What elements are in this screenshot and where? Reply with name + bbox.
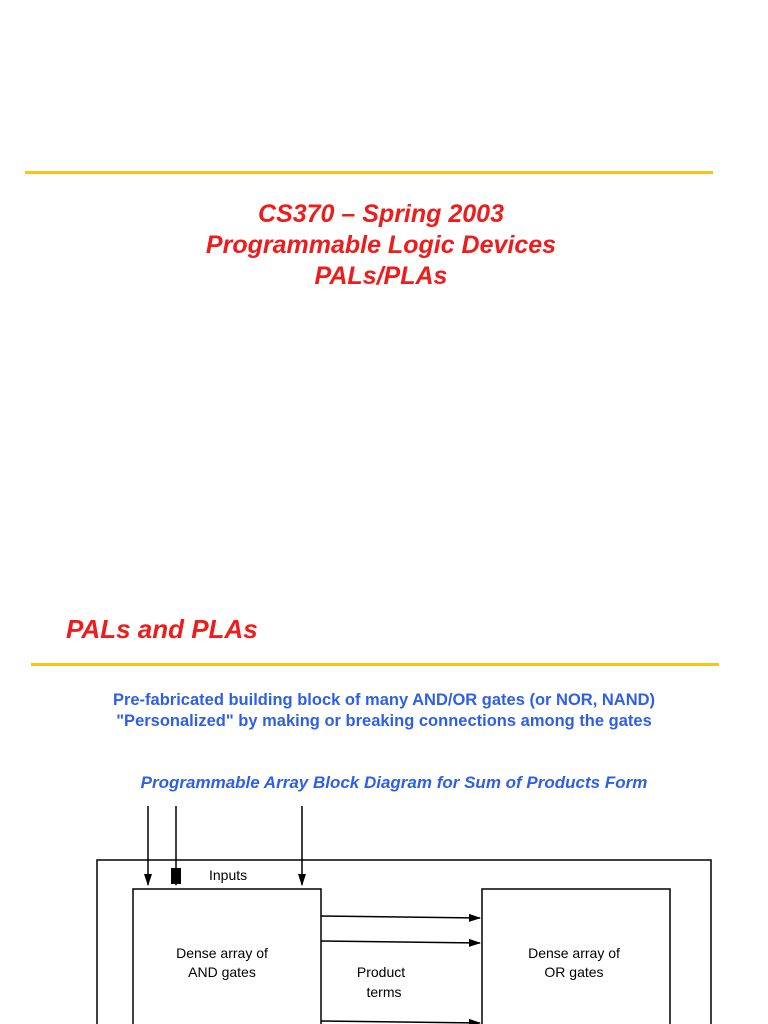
or-block-label-2: OR gates — [544, 964, 604, 980]
input-connector-mark — [171, 868, 181, 884]
diagram-title: Programmable Array Block Diagram for Sum of Products Form — [140, 773, 648, 792]
product-terms-label-2: terms — [366, 984, 402, 1000]
slide1-title-line-2: Programmable Logic Devices — [205, 231, 557, 259]
product-terms-label-1: Product — [356, 964, 406, 980]
product-term-arrow-2 — [321, 941, 480, 943]
and-block-label-2: AND gates — [188, 964, 256, 980]
inputs-label: Inputs — [209, 867, 248, 883]
slide1-title-line-1: CS370 – Spring 2003 — [258, 200, 504, 228]
or-block-label-1: Dense array of — [528, 945, 620, 961]
slide1-title-line-3: PALs/PLAs — [314, 262, 448, 290]
slide2-title: PALs and PLAs — [66, 614, 258, 644]
and-block-label-1: Dense array of — [176, 945, 268, 961]
bullet-line-2: "Personalized" by making or breaking connections among the gates — [116, 712, 652, 730]
bullet-line-1: Pre-fabricated building block of many AND/OR gates (or NOR, NAND) — [112, 691, 656, 709]
product-term-arrow-3 — [321, 1021, 480, 1023]
product-term-arrow-1 — [321, 916, 480, 918]
